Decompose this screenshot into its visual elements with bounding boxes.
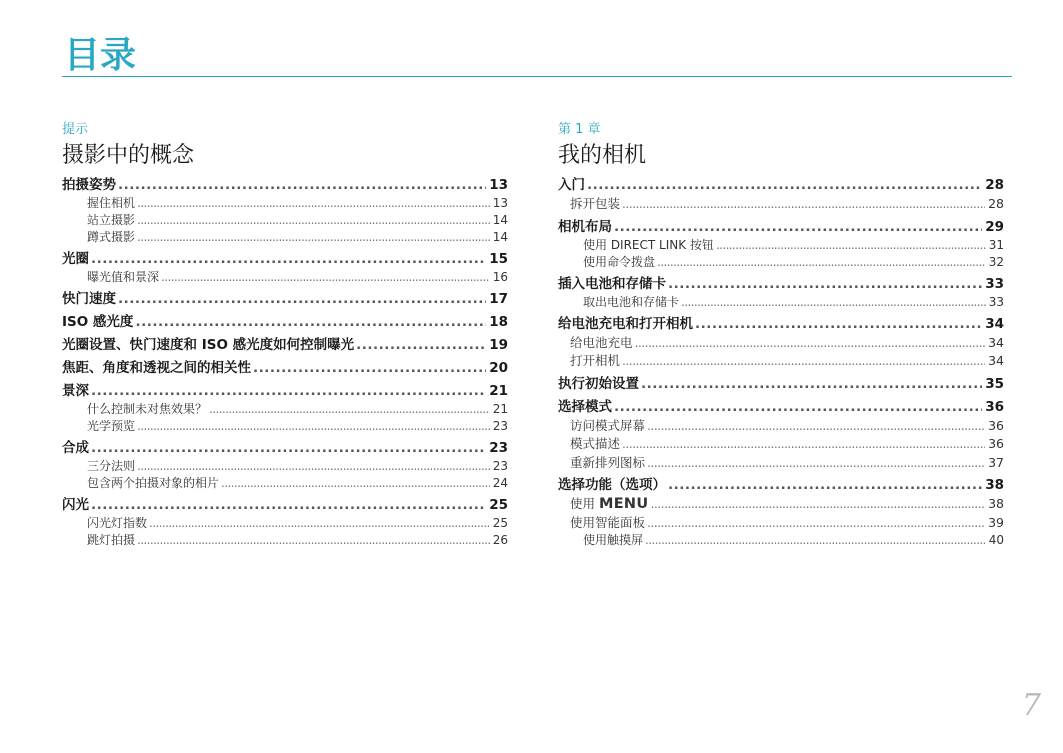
toc-entry-title-text: 入门 — [558, 177, 585, 193]
toc-entry-title — [570, 334, 633, 353]
toc-entry-title — [570, 495, 648, 514]
dot-leader — [647, 514, 985, 533]
toc-entry-title-text: 合成 — [62, 440, 89, 456]
toc-page-number: 26 — [492, 533, 508, 547]
toc-entry-title — [558, 176, 585, 195]
section-heading: 摄影中的概念 — [62, 143, 195, 168]
toc-entry-title-text: 景深 — [62, 383, 89, 399]
toc-entry-title — [570, 417, 645, 436]
toc-page-number: 23 — [492, 459, 508, 473]
dot-leader — [716, 237, 986, 254]
toc-page-number: 14 — [492, 230, 508, 244]
toc-entry[interactable] — [62, 229, 508, 246]
dot-leader — [91, 382, 486, 401]
toc-page-number: 13 — [489, 177, 508, 193]
toc-entry-title-text: 握住相机 — [87, 196, 136, 210]
dot-leader — [695, 315, 982, 334]
toc-page-number: 25 — [489, 497, 508, 513]
toc-page-number: 33 — [985, 275, 1004, 292]
toc-entry[interactable] — [558, 398, 1004, 417]
dot-leader — [137, 458, 490, 475]
toc-entry-title-text: 取出电池和存储卡 — [583, 294, 680, 309]
toc-entry[interactable] — [558, 352, 1004, 371]
toc-entry-title-text: 使用 DIRECT LINK 按钮 — [583, 237, 714, 252]
toc-entry-title-text: 拍摄姿势 — [62, 177, 116, 193]
dot-leader — [91, 439, 486, 458]
toc-page-number: 18 — [489, 314, 508, 330]
toc-entry[interactable] — [62, 515, 508, 532]
toc-entry-title — [87, 269, 159, 286]
toc-page-number: 13 — [492, 196, 508, 210]
toc-entry[interactable] — [62, 382, 508, 401]
toc-entry-title — [87, 212, 135, 229]
page-number: 7 — [1021, 688, 1041, 723]
toc-entry[interactable] — [558, 176, 1004, 195]
dot-leader — [137, 195, 490, 212]
toc-entry-title-text: 快门速度 — [62, 291, 116, 307]
menu-keyword: MENU — [599, 496, 649, 512]
dot-leader — [622, 195, 985, 214]
toc-entry[interactable] — [558, 237, 1004, 254]
toc-entry-title-text: 闪光灯指数 — [87, 516, 148, 530]
toc-entry-title — [62, 496, 89, 515]
toc-entry[interactable] — [62, 176, 508, 195]
toc-page-number: 17 — [489, 291, 508, 307]
dot-leader — [647, 454, 985, 473]
toc-entry-title — [62, 250, 89, 269]
toc-entry[interactable] — [62, 195, 508, 212]
toc-entry-title-text: 插入电池和存储卡 — [558, 275, 666, 292]
dot-leader — [587, 176, 982, 195]
toc-page-number: 25 — [492, 516, 508, 530]
toc-entry-title — [87, 401, 207, 418]
toc-entry-title — [558, 375, 639, 394]
toc-entry-title-text: 闪光 — [62, 497, 89, 513]
toc-column-tips — [62, 121, 508, 549]
toc-entry[interactable] — [558, 195, 1004, 214]
toc-entry[interactable] — [558, 294, 1004, 311]
toc-page-number: 38 — [988, 496, 1004, 511]
toc-page-number: 20 — [489, 360, 508, 376]
title-divider — [62, 76, 1012, 77]
toc-entry-title — [62, 359, 251, 378]
toc-entry-title-text: 使用触摸屏 — [583, 533, 644, 547]
toc-entry-title — [570, 514, 645, 533]
section-label: 提示 — [62, 122, 89, 137]
toc-entry-title-text: 执行初始设置 — [558, 375, 639, 392]
dot-leader — [647, 417, 985, 436]
toc-page-number: 32 — [988, 254, 1004, 269]
dot-leader — [137, 212, 490, 229]
toc-entry-title — [62, 382, 89, 401]
dot-leader — [135, 313, 486, 332]
toc-page-number: 39 — [988, 514, 1004, 530]
dot-leader — [161, 269, 490, 286]
toc-entry-title — [62, 176, 116, 195]
toc-entry-title — [583, 532, 643, 549]
dot-leader — [668, 275, 982, 294]
dot-leader — [91, 496, 486, 515]
dot-leader — [641, 375, 982, 394]
toc-entry[interactable] — [558, 375, 1004, 394]
toc-entry[interactable] — [62, 475, 508, 492]
dot-leader — [118, 176, 486, 195]
toc-entry-title — [570, 435, 620, 454]
toc-entry-title-text: 光学预览 — [87, 419, 136, 433]
toc-entry-title-text: 模式描述 — [570, 436, 621, 451]
toc-page-number: 34 — [985, 315, 1004, 332]
toc-entry[interactable] — [62, 458, 508, 475]
toc-entry-title — [583, 254, 655, 271]
toc-entry-title-text: 使用智能面板 — [570, 514, 646, 530]
toc-page-number: 21 — [492, 402, 508, 416]
dot-leader — [149, 515, 490, 532]
toc-entry-title-text: 蹲式摄影 — [87, 230, 136, 244]
dot-leader — [91, 250, 486, 269]
toc-entry-title-text: 光圈 — [62, 251, 89, 267]
dot-leader — [118, 290, 486, 309]
toc-entry-title — [558, 476, 666, 495]
dot-leader — [137, 229, 490, 246]
toc-page-number: 28 — [988, 196, 1004, 211]
toc-page-number: 34 — [988, 334, 1004, 350]
chapter-label: 第 1 章 — [558, 122, 601, 137]
toc-entry[interactable] — [558, 275, 1004, 294]
toc-entry-title-text: 给电池充电 — [570, 334, 633, 350]
toc-entry-title — [558, 218, 612, 237]
toc-entry-title — [62, 439, 89, 458]
toc-entry[interactable] — [558, 218, 1004, 237]
toc-entry-title — [87, 418, 135, 435]
toc-entry[interactable] — [558, 334, 1004, 353]
toc-entry-title — [87, 475, 219, 492]
toc-entry[interactable] — [62, 290, 508, 309]
toc-page-number: 40 — [988, 533, 1004, 547]
toc-page-number: 19 — [489, 337, 508, 353]
toc-entry[interactable] — [558, 315, 1004, 334]
toc-entry[interactable] — [62, 313, 508, 332]
toc-entry-title — [87, 195, 135, 212]
toc-page-number: 37 — [988, 454, 1004, 470]
toc-entry-title — [87, 515, 147, 532]
toc-page-number: 36 — [988, 436, 1004, 451]
toc-entry[interactable] — [558, 532, 1004, 549]
toc-list — [62, 176, 508, 549]
toc-entry-title — [570, 195, 620, 214]
toc-page-number: 21 — [489, 383, 508, 399]
dot-leader — [622, 435, 985, 454]
toc-page-number: 14 — [492, 213, 508, 227]
toc-page-number: 35 — [985, 375, 1004, 392]
toc-entry-title — [87, 532, 135, 549]
toc-page-number: 34 — [988, 353, 1004, 368]
dot-leader — [137, 532, 490, 549]
toc-page-number: 15 — [489, 251, 508, 267]
toc-page-number: 16 — [492, 270, 508, 284]
toc-entry[interactable] — [558, 495, 1004, 514]
toc-entry-title-text: 什么控制未对焦效果？ — [87, 402, 208, 416]
toc-entry[interactable] — [62, 532, 508, 549]
toc-entry[interactable] — [62, 496, 508, 515]
toc-entry[interactable] — [62, 418, 508, 435]
toc-entry[interactable] — [558, 435, 1004, 454]
toc-entry[interactable] — [62, 250, 508, 269]
toc-entry-title — [570, 352, 620, 371]
dot-leader — [209, 401, 490, 418]
toc-page-number: 31 — [988, 237, 1004, 252]
toc-entry-title-text: 跳灯拍摄 — [87, 533, 136, 547]
toc-entry-title — [583, 294, 679, 311]
toc-page-number: 36 — [985, 398, 1004, 415]
toc-entry[interactable] — [62, 336, 508, 355]
toc-entry-title-text: 给电池充电和打开相机 — [558, 315, 693, 332]
toc-entry-title — [558, 275, 666, 294]
toc-entry-title-text: ISO 感光度 — [62, 314, 134, 330]
toc-entry-title-text: 使用 — [570, 496, 596, 511]
page-title: 目录 — [64, 35, 137, 76]
toc-entry-title-text: 拆开包装 — [570, 196, 621, 211]
toc-entry-title — [62, 313, 133, 332]
dot-leader — [253, 359, 486, 378]
toc-entry-title — [87, 458, 135, 475]
toc-entry-title — [62, 336, 354, 355]
toc-page-number: 33 — [988, 294, 1004, 309]
toc-entry-title — [570, 454, 645, 473]
toc-entry-title — [62, 290, 116, 309]
toc-list — [558, 176, 1004, 549]
toc-entry[interactable] — [558, 254, 1004, 271]
toc-entry-title-text: 焦距、角度和透视之间的相关性 — [62, 360, 251, 376]
toc-page-number: 29 — [985, 218, 1004, 235]
toc-entry-title-text: 重新排列图标 — [570, 454, 646, 470]
dot-leader — [635, 334, 986, 353]
toc-entry-title-text: 三分法则 — [87, 459, 136, 473]
dot-leader — [668, 476, 982, 495]
dot-leader — [221, 475, 490, 492]
dot-leader — [614, 398, 982, 417]
toc-page-number: 28 — [985, 177, 1004, 193]
toc-entry-title — [558, 315, 693, 334]
toc-entry-title-text: 选择功能（选项） — [558, 477, 666, 493]
toc-entry[interactable] — [558, 417, 1004, 436]
toc-entry-title-text: 访问模式屏幕 — [570, 417, 646, 433]
toc-page-number: 23 — [489, 440, 508, 456]
toc-entry[interactable] — [62, 212, 508, 229]
dot-leader — [356, 336, 486, 355]
dot-leader — [622, 352, 985, 371]
toc-column-chapter-1 — [558, 121, 1004, 549]
dot-leader — [645, 532, 986, 549]
dot-leader — [137, 418, 490, 435]
toc-page-number: 38 — [985, 477, 1004, 493]
toc-page-number: 36 — [988, 417, 1004, 433]
toc-page-number: 23 — [492, 419, 508, 433]
toc-entry[interactable] — [558, 454, 1004, 473]
toc-page-number: 24 — [492, 476, 508, 490]
toc-entry-title — [558, 398, 612, 417]
dot-leader — [681, 294, 986, 311]
toc-entry-title-text: 光圈设置、快门速度和 ISO 感光度如何控制曝光 — [62, 337, 355, 353]
toc-entry[interactable] — [62, 439, 508, 458]
toc-entry-title-text: 选择模式 — [558, 398, 612, 415]
toc-entry-title-text: 包含两个拍摄对象的相片 — [87, 476, 220, 490]
toc-entry[interactable] — [62, 359, 508, 378]
toc-entry-title — [583, 237, 714, 254]
toc-entry[interactable] — [62, 401, 508, 418]
toc-entry-title-text: 站立摄影 — [87, 213, 136, 227]
dot-leader — [657, 254, 986, 271]
toc-entry-title-text: 使用命令拨盘 — [583, 254, 656, 269]
toc-entry-title-text: 相机布局 — [558, 218, 612, 235]
toc-entry[interactable] — [558, 476, 1004, 495]
toc-entry-title-text: 曝光值和景深 — [87, 270, 160, 284]
toc-entry[interactable] — [558, 514, 1004, 533]
dot-leader — [650, 495, 985, 514]
chapter-heading: 我的相机 — [558, 143, 647, 168]
dot-leader — [614, 218, 982, 237]
toc-entry-title — [87, 229, 135, 246]
toc-entry-title-text: 打开相机 — [570, 353, 621, 368]
toc-entry[interactable] — [62, 269, 508, 286]
